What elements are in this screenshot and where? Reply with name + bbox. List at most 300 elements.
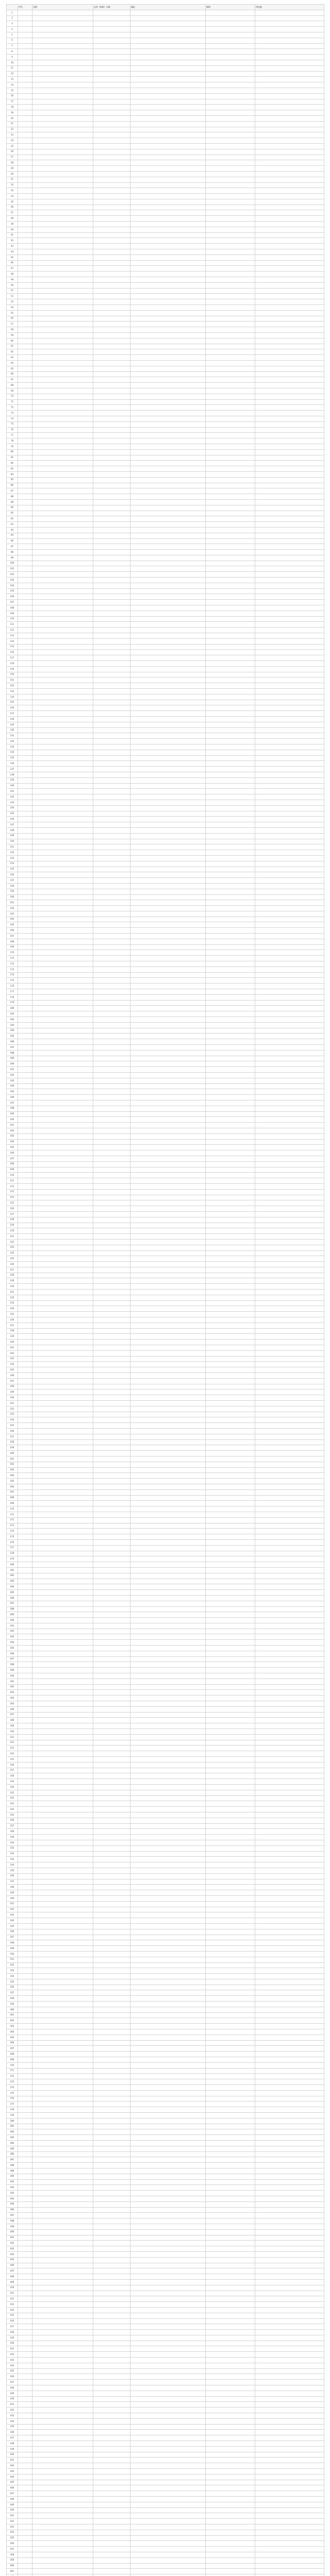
table-cell <box>255 2374 324 2380</box>
row-number: 277 <box>7 1545 18 1551</box>
table-cell <box>130 661 206 667</box>
table-cell <box>206 889 255 894</box>
table-cell <box>130 2446 206 2452</box>
table-cell <box>93 138 130 144</box>
table-cell <box>255 2102 324 2107</box>
table-cell <box>32 1234 93 1240</box>
table-cell <box>93 115 130 121</box>
table-row <box>7 105 324 110</box>
table-cell <box>255 2029 324 2035</box>
row-number: 364 <box>7 2029 18 2035</box>
table-cell <box>93 1951 130 1957</box>
table-row <box>7 789 324 794</box>
table-cell <box>206 978 255 984</box>
table-cell <box>130 544 206 550</box>
table-cell <box>206 2068 255 2074</box>
table-cell <box>255 2024 324 2029</box>
table-cell <box>32 1445 93 1451</box>
table-cell <box>130 294 206 299</box>
table-cell <box>32 1195 93 1200</box>
table-cell <box>93 2302 130 2308</box>
table-cell <box>206 2102 255 2107</box>
table-cell <box>206 967 255 972</box>
table-row <box>7 1868 324 1873</box>
table-cell <box>93 1328 130 1334</box>
table-cell <box>255 1912 324 1918</box>
table-row <box>7 2018 324 2024</box>
table-row <box>7 199 324 205</box>
table-cell <box>130 2296 206 2302</box>
table-row <box>7 1295 324 1300</box>
table-cell <box>130 1590 206 1596</box>
table-cell <box>255 2391 324 2396</box>
table-cell <box>130 600 206 605</box>
row-number: 238 <box>7 1328 18 1334</box>
table-cell <box>18 1835 32 1840</box>
table-cell <box>93 2257 130 2263</box>
table-cell <box>130 2124 206 2129</box>
table-cell <box>206 1990 255 1996</box>
table-row <box>7 2007 324 2012</box>
table-row <box>7 2224 324 2229</box>
row-number: 67 <box>7 377 18 383</box>
table-cell <box>18 1762 32 1768</box>
table-row <box>7 1262 324 1267</box>
table-cell <box>130 505 206 511</box>
table-cell <box>18 216 32 222</box>
table-cell <box>130 1378 206 1384</box>
table-cell <box>206 1089 255 1095</box>
table-cell <box>32 1451 93 1456</box>
row-number: 231 <box>7 1290 18 1295</box>
table-cell <box>206 644 255 650</box>
table-cell <box>206 1673 255 1679</box>
table-cell <box>130 1673 206 1679</box>
table-cell <box>93 622 130 628</box>
row-number: 224 <box>7 1250 18 1256</box>
table-cell <box>206 1579 255 1584</box>
table-cell <box>255 366 324 371</box>
table-cell <box>18 1022 32 1028</box>
table-cell <box>32 2502 93 2507</box>
table-cell <box>206 689 255 694</box>
table-cell <box>130 1167 206 1173</box>
table-row <box>7 883 324 889</box>
row-number: 88 <box>7 494 18 500</box>
table-cell <box>18 789 32 794</box>
table-cell <box>93 27 130 32</box>
table-cell <box>206 1773 255 1779</box>
table-cell <box>130 522 206 528</box>
table-cell <box>93 1395 130 1401</box>
table-cell <box>32 321 93 327</box>
table-cell <box>255 978 324 984</box>
table-cell <box>18 1228 32 1234</box>
table-cell <box>93 333 130 338</box>
table-row <box>7 1273 324 1278</box>
table-cell <box>130 755 206 761</box>
table-row <box>7 1790 324 1795</box>
table-cell <box>93 767 130 772</box>
table-cell <box>255 1935 324 1940</box>
table-cell <box>32 1417 93 1423</box>
column-header: 地址 <box>130 5 206 10</box>
table-cell <box>93 1462 130 1467</box>
table-cell <box>255 1957 324 1962</box>
row-number: 300 <box>7 1673 18 1679</box>
table-row <box>7 143 324 149</box>
table-cell <box>93 1506 130 1512</box>
table-cell <box>93 1962 130 1968</box>
table-cell <box>130 1223 206 1228</box>
table-row <box>7 1089 324 1095</box>
table-cell <box>32 366 93 371</box>
table-cell <box>255 1501 324 1506</box>
table-cell <box>130 15 206 21</box>
row-number: 53 <box>7 299 18 305</box>
table-row <box>7 944 324 950</box>
table-cell <box>32 288 93 294</box>
table-row <box>7 99 324 105</box>
row-number: 76 <box>7 427 18 433</box>
table-cell <box>32 1851 93 1857</box>
table-cell <box>130 2012 206 2018</box>
table-cell <box>93 1206 130 1212</box>
table-cell <box>130 1812 206 1818</box>
row-number: 7 <box>7 43 18 49</box>
table-row <box>7 594 324 600</box>
table-cell <box>93 2113 130 2119</box>
table-row <box>7 1885 324 1890</box>
table-cell <box>93 249 130 255</box>
table-row <box>7 394 324 399</box>
table-cell <box>130 238 206 244</box>
table-cell <box>32 2241 93 2246</box>
table-cell <box>130 705 206 711</box>
table-cell <box>206 767 255 772</box>
table-cell <box>18 1290 32 1295</box>
table-row <box>7 305 324 311</box>
table-cell <box>32 77 93 82</box>
row-number: 420 <box>7 2341 18 2346</box>
table-cell <box>93 1256 130 1262</box>
table-cell <box>206 2469 255 2475</box>
table-cell <box>255 650 324 655</box>
table-cell <box>130 333 206 338</box>
table-row <box>7 566 324 572</box>
table-row <box>7 727 324 733</box>
table-cell <box>18 794 32 800</box>
table-cell <box>255 1590 324 1596</box>
table-cell <box>32 1712 93 1718</box>
table-cell <box>32 155 93 160</box>
table-row <box>7 1317 324 1323</box>
table-cell <box>255 182 324 188</box>
table-cell <box>255 438 324 444</box>
table-cell <box>130 2391 206 2396</box>
table-row <box>7 2463 324 2469</box>
table-cell <box>32 1990 93 1996</box>
table-cell <box>18 733 32 739</box>
table-cell <box>18 1885 32 1890</box>
table-cell <box>206 1239 255 1245</box>
table-cell <box>32 717 93 722</box>
row-number: 448 <box>7 2497 18 2502</box>
table-row <box>7 2402 324 2408</box>
table-row <box>7 1567 324 1573</box>
table-cell <box>32 2569 93 2574</box>
table-cell <box>206 310 255 316</box>
table-cell <box>18 800 32 805</box>
table-cell <box>32 588 93 594</box>
row-number: 3 <box>7 21 18 27</box>
row-number: 82 <box>7 461 18 466</box>
table-cell <box>93 594 130 600</box>
table-cell <box>206 1423 255 1429</box>
table-row <box>7 421 324 427</box>
table-cell <box>130 1523 206 1529</box>
table-row <box>7 2057 324 2063</box>
row-number: 329 <box>7 1835 18 1840</box>
row-number: 163 <box>7 911 18 917</box>
table-cell <box>255 994 324 1000</box>
table-cell <box>255 260 324 266</box>
table-cell <box>93 2174 130 2179</box>
table-cell <box>255 2196 324 2201</box>
table-cell <box>18 588 32 594</box>
table-cell <box>206 1300 255 1306</box>
row-number: 431 <box>7 2402 18 2408</box>
table-cell <box>130 739 206 744</box>
table-cell <box>93 471 130 477</box>
table-cell <box>32 60 93 65</box>
table-row <box>7 1845 324 1851</box>
table-cell <box>255 149 324 155</box>
table-cell <box>255 1890 324 1896</box>
table-cell <box>130 1429 206 1434</box>
table-cell <box>206 1946 255 1952</box>
table-cell <box>32 232 93 238</box>
table-cell <box>18 2435 32 2441</box>
row-number: 140 <box>7 783 18 789</box>
row-number: 283 <box>7 1579 18 1584</box>
table-cell <box>130 611 206 616</box>
row-number: 416 <box>7 2318 18 2324</box>
table-cell <box>206 727 255 733</box>
table-cell <box>206 1050 255 1056</box>
table-cell <box>206 827 255 833</box>
table-cell <box>255 1429 324 1434</box>
table-cell <box>206 755 255 761</box>
row-number: 222 <box>7 1239 18 1245</box>
table-cell <box>130 2285 206 2291</box>
table-cell <box>32 49 93 55</box>
table-cell <box>18 600 32 605</box>
table-cell <box>206 171 255 177</box>
table-cell <box>32 2396 93 2402</box>
table-cell <box>18 1567 32 1573</box>
table-row <box>7 338 324 344</box>
table-row <box>7 544 324 550</box>
table-cell <box>18 1679 32 1684</box>
row-number: 417 <box>7 2324 18 2330</box>
table-cell <box>130 1050 206 1056</box>
table-cell <box>18 477 32 483</box>
table-row <box>7 361 324 366</box>
table-cell <box>206 2430 255 2435</box>
table-cell <box>255 115 324 121</box>
table-row <box>7 2474 324 2480</box>
table-cell <box>206 516 255 522</box>
table-cell <box>18 2213 32 2218</box>
table-row <box>7 2519 324 2524</box>
table-cell <box>206 2441 255 2447</box>
table-cell <box>130 867 206 872</box>
table-cell <box>32 533 93 538</box>
table-cell <box>130 60 206 65</box>
table-cell <box>206 2174 255 2179</box>
table-cell <box>206 1996 255 2002</box>
table-cell <box>255 1923 324 1929</box>
table-cell <box>206 550 255 555</box>
table-cell <box>206 544 255 550</box>
table-cell <box>93 1061 130 1067</box>
table-cell <box>255 805 324 811</box>
table-cell <box>255 361 324 366</box>
table-cell <box>255 2251 324 2257</box>
table-cell <box>32 1312 93 1317</box>
table-cell <box>32 282 93 288</box>
table-cell <box>130 944 206 950</box>
table-cell <box>18 349 32 355</box>
table-cell <box>130 2519 206 2524</box>
table-cell <box>130 822 206 828</box>
table-cell <box>130 32 206 38</box>
row-number: 233 <box>7 1300 18 1306</box>
table-cell <box>32 1807 93 1812</box>
table-cell <box>32 1239 93 1245</box>
table-cell <box>130 1173 206 1178</box>
table-cell <box>255 672 324 677</box>
table-row <box>7 839 324 844</box>
table-row <box>7 783 324 789</box>
table-cell <box>32 672 93 677</box>
row-number: 397 <box>7 2213 18 2218</box>
table-cell <box>130 2268 206 2274</box>
table-cell <box>130 605 206 611</box>
table-cell <box>18 132 32 138</box>
table-cell <box>93 2318 130 2324</box>
table-cell <box>93 566 130 572</box>
table-cell <box>130 1629 206 1634</box>
table-cell <box>206 538 255 544</box>
table-cell <box>206 222 255 227</box>
row-number: 167 <box>7 934 18 939</box>
table-cell <box>93 2079 130 2085</box>
table-cell <box>255 739 324 744</box>
table-cell <box>32 55 93 60</box>
table-row <box>7 967 324 972</box>
row-number: 239 <box>7 1334 18 1340</box>
table-cell <box>206 2052 255 2057</box>
row-number: 23 <box>7 132 18 138</box>
table-cell <box>93 750 130 755</box>
table-cell <box>32 2207 93 2213</box>
table-cell <box>206 1378 255 1384</box>
table-cell <box>255 1929 324 1935</box>
table-cell <box>255 666 324 672</box>
table-row <box>7 2341 324 2346</box>
table-cell <box>255 1651 324 1656</box>
table-cell <box>255 2279 324 2285</box>
table-cell <box>18 2446 32 2452</box>
table-cell <box>130 2168 206 2174</box>
table-cell <box>255 2396 324 2402</box>
table-cell <box>32 2085 93 2091</box>
row-number: 26 <box>7 149 18 155</box>
table-cell <box>206 900 255 906</box>
table-cell <box>130 2118 206 2124</box>
table-cell <box>130 2396 206 2402</box>
table-cell <box>206 1073 255 1078</box>
table-cell <box>93 1139 130 1145</box>
table-cell <box>130 1022 206 1028</box>
table-cell <box>32 327 93 333</box>
table-cell <box>206 399 255 405</box>
row-number: 181 <box>7 1011 18 1017</box>
table-cell <box>18 2107 32 2113</box>
table-cell <box>255 316 324 321</box>
table-cell <box>255 1050 324 1056</box>
table-cell <box>255 1768 324 1773</box>
table-cell <box>32 2263 93 2268</box>
row-number: 87 <box>7 488 18 494</box>
table-cell <box>130 494 206 500</box>
table-cell <box>93 2196 130 2201</box>
table-row <box>7 855 324 861</box>
table-cell <box>93 2507 130 2513</box>
table-cell <box>130 1662 206 1668</box>
table-cell <box>32 1128 93 1133</box>
table-cell <box>255 833 324 839</box>
table-cell <box>18 839 32 844</box>
row-number: 453 <box>7 2524 18 2530</box>
table-cell <box>206 2151 255 2157</box>
table-cell <box>93 1362 130 1367</box>
table-cell <box>32 2235 93 2241</box>
table-cell <box>93 1133 130 1139</box>
table-row <box>7 1606 324 1612</box>
table-cell <box>206 49 255 55</box>
table-cell <box>130 421 206 427</box>
row-number: 425 <box>7 2368 18 2374</box>
row-number: 35 <box>7 199 18 205</box>
table-row <box>7 1962 324 1968</box>
table-cell <box>32 566 93 572</box>
table-cell <box>206 1495 255 1501</box>
table-cell <box>32 1256 93 1262</box>
table-cell <box>18 2151 32 2157</box>
row-number: 360 <box>7 2007 18 2012</box>
row-number: 191 <box>7 1067 18 1073</box>
table-cell <box>255 1300 324 1306</box>
table-cell <box>206 1306 255 1312</box>
table-cell <box>130 2074 206 2079</box>
table-row <box>7 1584 324 1590</box>
table-cell <box>32 1684 93 1690</box>
table-cell <box>32 1718 93 1723</box>
table-cell <box>255 605 324 611</box>
